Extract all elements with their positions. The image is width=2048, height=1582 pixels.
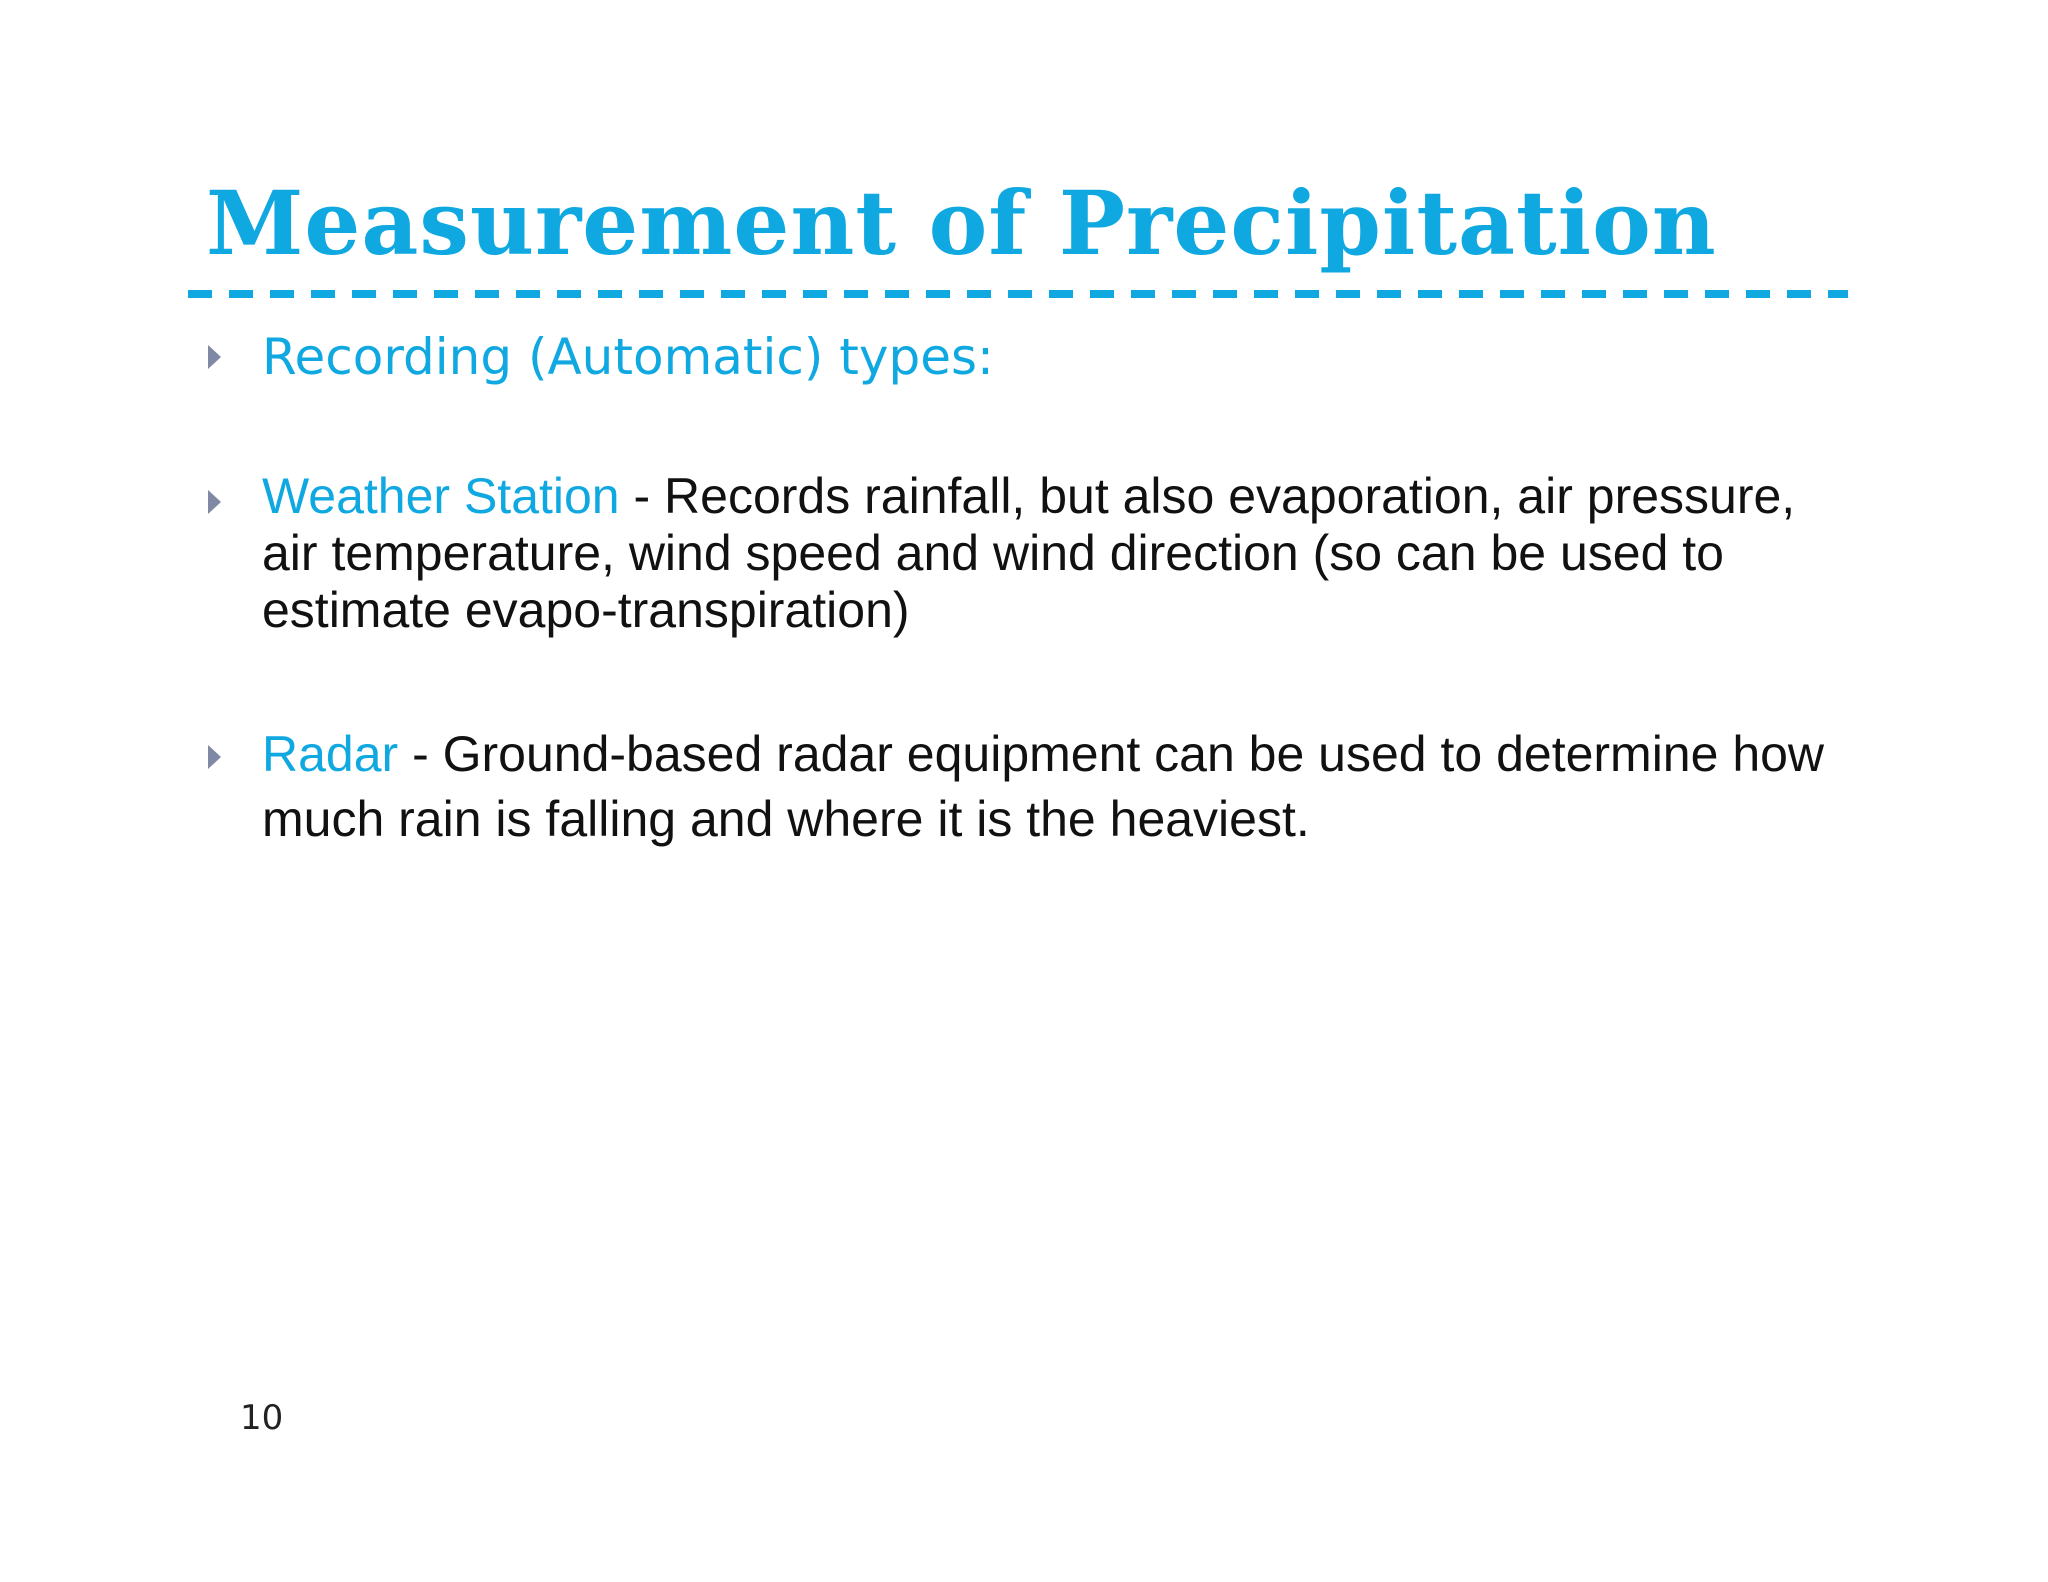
bullet-weather-station [262,468,1842,639]
page-number: 10 [240,1398,284,1438]
bullet-arrow-icon [208,345,221,369]
bullet-arrow-icon [208,490,221,514]
bullet-description: - Ground-based radar equipment can be used to determine how much rain is falling and where it is the heaviest. [262,726,1825,847]
bullet-arrow-icon [208,745,221,769]
bullet-recording-types: Recording (Automatic) types: [262,328,994,386]
title-divider [188,290,1848,298]
bullet-term: Weather Station [262,468,620,524]
bullet-description: - Records rainfall, but also evaporation, air pressure, air temperature, wind speed and wind direction (so can be used to estimate evapo-transpiration) [262,468,1796,638]
bullet-radar [262,722,1842,852]
bullet-term: Radar [262,726,399,782]
slide-title: Measurement of Precipitation [206,171,1717,275]
